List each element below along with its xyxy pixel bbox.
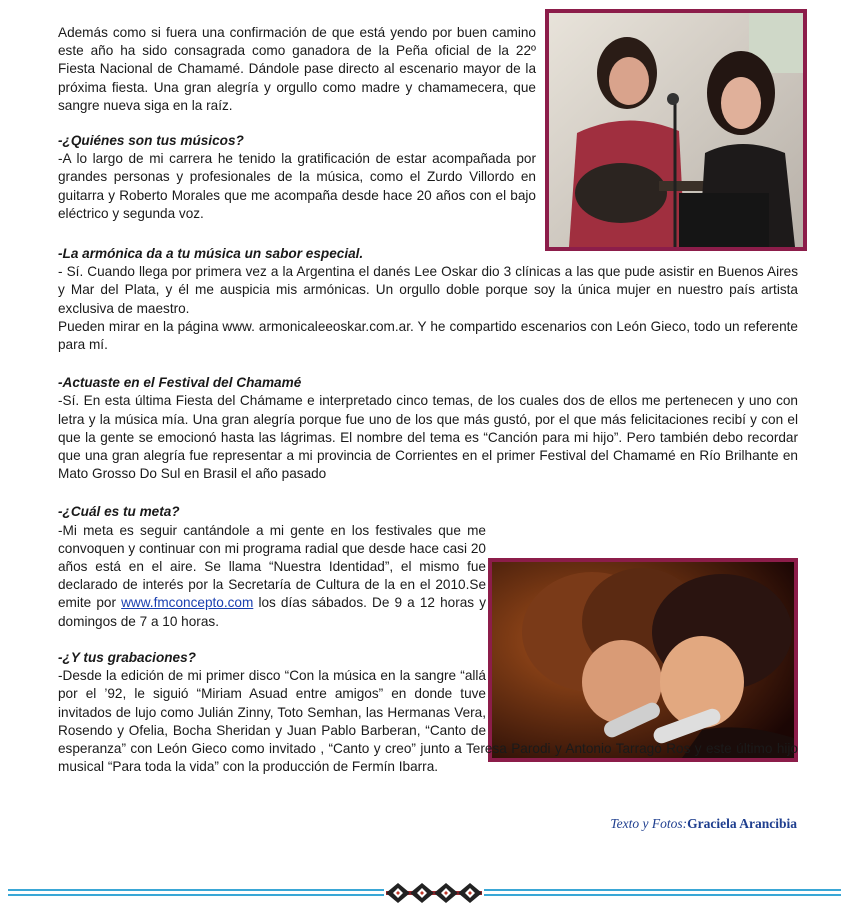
answer-goal-text: -Mi meta es seguir cantándole a mi gente en los festivales que me convoquen y continuar con mi programa radial que desde hace casi 20 años está en el aire. Se llama “Nuestra Identidad”, el mismo fue declarado de interés por la Secretaría de Cultura de la en el 2010.Se emite por xyxy=(58,522,486,611)
photo1-spacer xyxy=(542,16,802,248)
fmconcepto-link[interactable]: www.fmconcepto.com xyxy=(121,595,254,611)
photo2-spacer xyxy=(496,528,802,724)
intro-paragraph: Además como si fuera una confirmación de que está yendo por buen camino este año ha sido consagrada como ganadora de la Peña oficial de la 22º Fiesta Nacional de Chamamé. Dándole pase directo al escenario mayor de la próxima fiesta. Una gran alegría y orgullo como madre y chamamecera, que sangre nueva siga en la raíz. xyxy=(58,25,536,113)
article-body xyxy=(58,24,798,776)
credit-label: Texto y Fotos: xyxy=(610,816,688,831)
photo-credit xyxy=(610,816,797,832)
answer-harmonica-2: Pueden mirar en la página www. armonicaleeoskar.com.ar. Y he compartido escenarios con León Gieco, todo un referente para mí. xyxy=(58,318,798,353)
question-recordings: -¿Y tus grabaciones? xyxy=(58,649,196,665)
footer-rule-left xyxy=(8,889,384,897)
answer-festival: -Sí. En esta última Fiesta del Chámame e interpretado cinco temas, de los cuales dos de ellos me pertenecen y uno con letra y la música mía. Una gran alegría porque fue uno de los que más gustó, por el que más felicitaciones recibí y con el que la gente se emocionó hasta las lágrimas. El nombre del tema es “Canción para mi hijo”. Pero también debo recordar que una gran alegría fue representar a mi provincia de Corrientes en el primer Festival del Chamamé en Río Brilhante en Mato Grosso Do Sul en Brasil el año pasado xyxy=(58,393,798,482)
answer-goal-text-end: los días sábados. De 9 a 12 horas y domingos de 7 a 10 horas. xyxy=(58,595,486,629)
ornament-diamond-icon xyxy=(386,881,482,905)
footer-rule-right xyxy=(484,889,841,897)
question-festival: -Actuaste en el Festival del Chamamé xyxy=(58,375,302,391)
credit-name: Graciela Arancibia xyxy=(687,816,797,831)
question-musicians: -¿Quiénes son tus músicos? xyxy=(58,133,244,149)
question-harmonica: -La armónica da a tu música un sabor especial. xyxy=(58,246,364,262)
answer-musicians: -A lo largo de mi carrera he tenido la gratificación de estar acompañada por grandes personas y profesionales de la música, como el Zurdo Villordo en guitarra y Roberto Morales que me acompaña desde hace 20 años con el bajo eléctrico y segunda voz. xyxy=(58,151,536,221)
answer-recordings: -Desde la edición de mi primer disco “Con la música en la sangre “allá por el ’92, le siguió “Miriam Asuad entre amigos” en donde tuve invitados de lujo como Julián Zinny, Toto Semhan, las Hermanas Vera, Rosendo y Ofelia, Bocha Sheridan y Juan Pablo Barberan, “Canto de esperanza” con León Gieco como invitado , “Canto y creo” junto a Teresa Parodi y Antonio Tarragó Ros y este último hijo musical “Para toda la vida” con la producción de Fermín Ibarra. xyxy=(58,668,798,775)
question-goal: -¿Cuál es tu meta? xyxy=(58,504,180,520)
answer-harmonica-1: - Sí. Cuando llega por primera vez a la Argentina el danés Lee Oskar dio 3 clínicas a las que pude asistir en Buenos Aires y Mar del Plata, y él me auspicia mis armónicas. Un orgullo doble porque soy la única mujer en nuestro país artista exclusiva de maestro. xyxy=(58,264,798,316)
